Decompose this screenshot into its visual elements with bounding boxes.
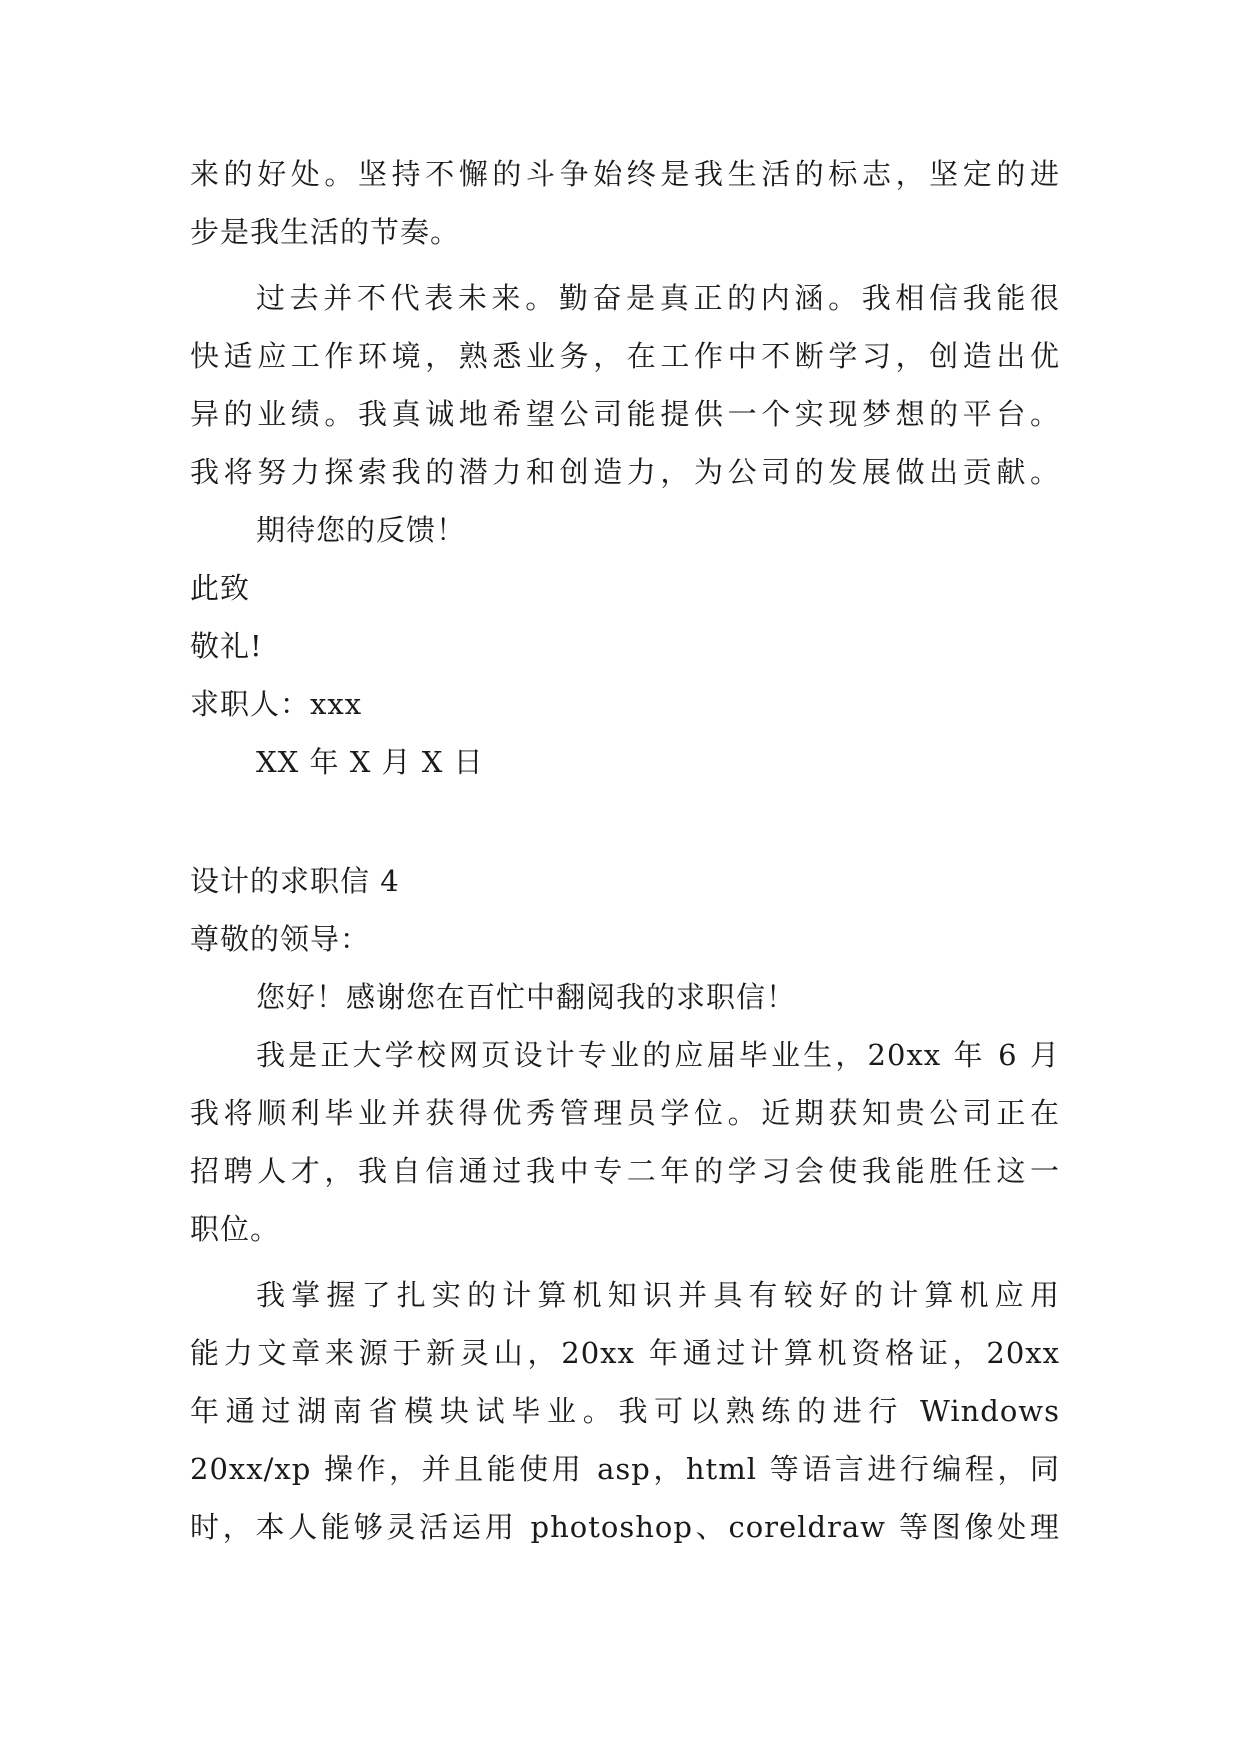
paragraph-line: 我是正大学校网页设计专业的应届毕业生，20xx 年 6 月 xyxy=(256,1038,1060,1072)
paragraph-line: 20xx/xp 操作，并且能使用 asp，html 等语言进行编程，同 xyxy=(190,1452,1060,1486)
paragraph-line: 步是我生活的节奏。 xyxy=(190,215,461,249)
paragraph-line: 我将顺利毕业并获得优秀管理员学位。近期获知贵公司正在 xyxy=(190,1096,1060,1130)
salutation-line: 此致 xyxy=(190,571,251,605)
greeting-line: 尊敬的领导： xyxy=(190,922,371,956)
paragraph-line: 过去并不代表未来。勤奋是真正的内涵。我相信我能很 xyxy=(256,281,1060,315)
date-line: XX 年 X 月 X 日 xyxy=(256,745,484,779)
signature-line: 求职人：xxx xyxy=(190,687,363,721)
closing-line: 期待您的反馈！ xyxy=(256,513,467,547)
paragraph-line: 来的好处。坚持不懈的斗争始终是我生活的标志，坚定的进 xyxy=(190,157,1060,191)
paragraph-line: 招聘人才，我自信通过我中专二年的学习会使我能胜任这一 xyxy=(190,1154,1060,1188)
paragraph-line: 年通过湖南省模块试毕业。我可以熟练的进行 Windows xyxy=(190,1394,1060,1428)
paragraph-line: 您好！感谢您在百忙中翻阅我的求职信！ xyxy=(256,980,797,1014)
paragraph-line: 我掌握了扎实的计算机知识并具有较好的计算机应用 xyxy=(256,1278,1060,1312)
paragraph-line: 异的业绩。我真诚地希望公司能提供一个实现梦想的平台。 xyxy=(190,397,1060,431)
paragraph-line: 能力文章来源于新灵山，20xx 年通过计算机资格证，20xx xyxy=(190,1336,1060,1370)
paragraph-line: 我将努力探索我的潜力和创造力，为公司的发展做出贡献。 xyxy=(190,455,1060,489)
paragraph-line: 快适应工作环境，熟悉业务，在工作中不断学习，创造出优 xyxy=(190,339,1060,373)
paragraph-line: 职位。 xyxy=(190,1212,281,1246)
section-title: 设计的求职信 4 xyxy=(190,864,400,898)
paragraph-line: 时，本人能够灵活运用 photoshop、coreldraw 等图像处理 xyxy=(190,1510,1060,1544)
salutation-line: 敬礼! xyxy=(190,629,263,663)
